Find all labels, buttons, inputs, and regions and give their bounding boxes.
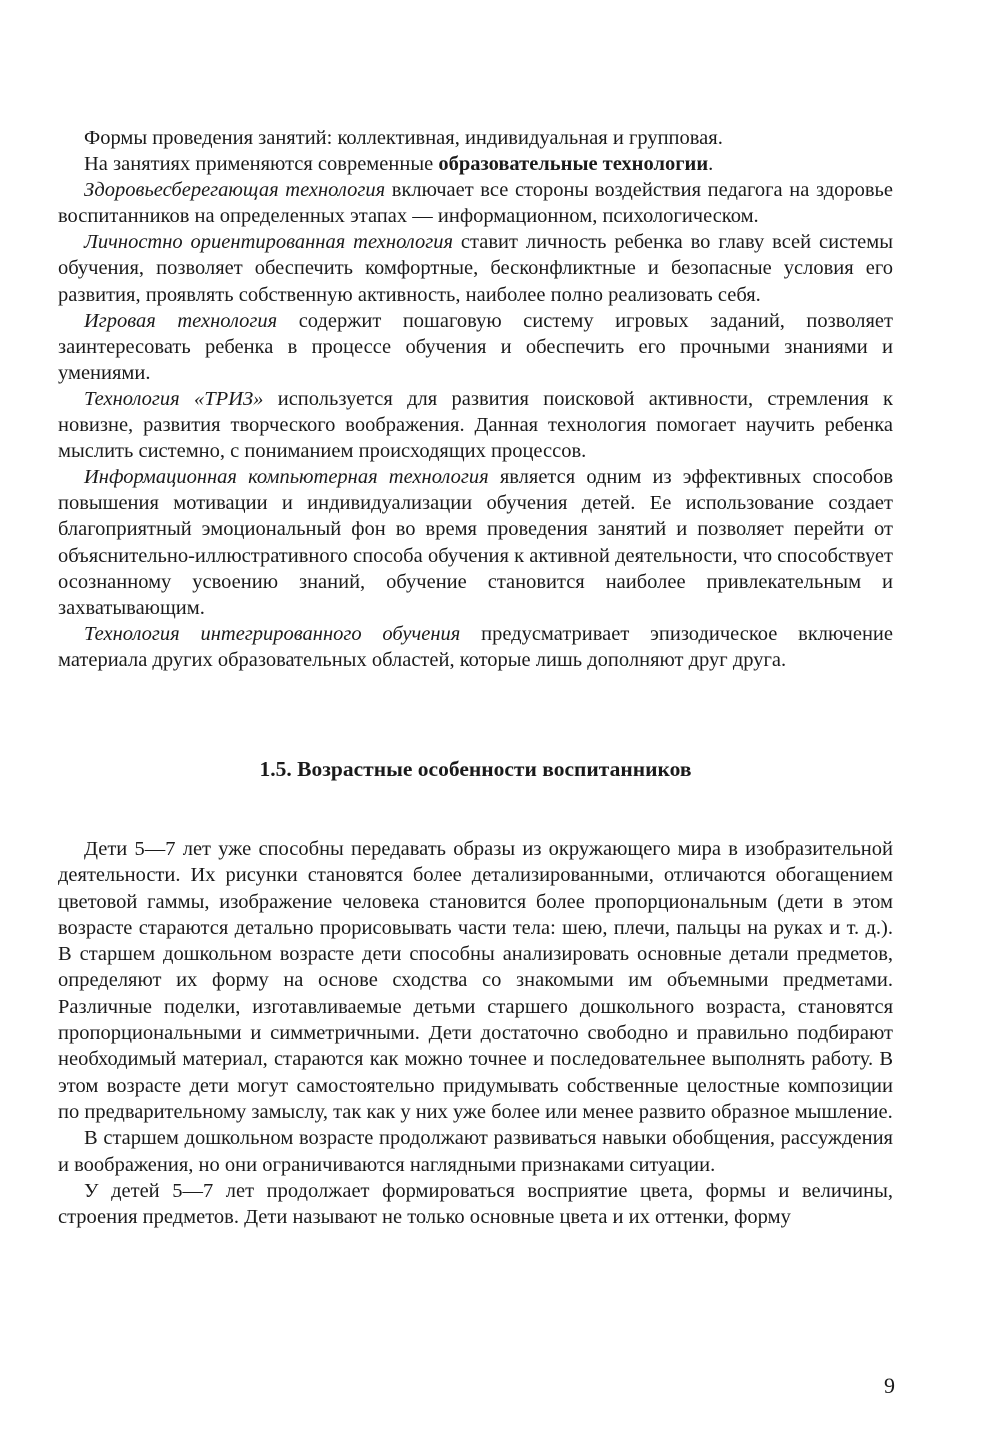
paragraph-age-drawing: Дети 5—7 лет уже способны передавать образы из окружающего мира в изобразительной деятельности. Их рисунки становятся более детализированными, отличаются обогащением цветовой гаммы, изображение человека становится более пропорциональным (дети в этом возрасте стараются детально прорисовывать части тела: шею, плечи, пальцы на руках и т. д.). В старшем дошкольном возрасте дети способны анализировать основные детали предметов, определяют их форму на основе сходства со знакомыми им объемными предметами. Различные поделки, изготавливаемые детьми старшего дошкольного возраста, становятся пропорциональными и симметричными. Дети достаточно свободно и правильно подбирают необходимый материал, стараются как можно точнее и последовательнее выполнять работу. В этом возрасте дети могут самостоятельно придумывать собственные целостные композиции по предварительному замыслу, так как у них уже более или менее развито образное мышление.: [58, 837, 893, 1123]
paragraph-integrated-technology: Технология интегрированного обучения предусматривает эпизодическое включение материала других образовательных областей, которые лишь дополняют друг друга.: [58, 622, 893, 671]
paragraph-ict-technology: Информационная компьютерная технология является одним из эффективных способов повышения мотивации и индивидуализации обучения детей. Ее использование создает благоприятный эмоциональный фон во время проведения занятий и позволяет перейти от объяснительно-иллюстративного способа обучения к активной деятельности, что способствует осознанному усвоению знаний, обучение становится наиболее привлекательным и захватывающим.: [58, 466, 893, 619]
paragraph-triz-technology: Технология «ТРИЗ» используется для развития поисковой активности, стремления к новизне, развития творческого воображения. Данная технология помогает научить ребенка мыслить системно, с пониманием происходящих процессов.: [58, 387, 893, 463]
section-heading: 1.5. Возрастные особенности воспитанников: [259, 756, 692, 781]
age-features-section: [58, 836, 893, 1230]
paragraph-personality-technology: Личностно ориентированная технология ставит личность ребенка во главу всей системы обучения, позволяет обеспечить комфортные, бесконфликтные и безопасные условия его развития, проявлять собственную активность, наиболее полно реализовать себя.: [58, 231, 894, 306]
paragraph-forms: Формы проведения занятий: коллективная, индивидуальная и групповая.: [84, 127, 723, 149]
technologies-section: [58, 125, 893, 673]
paragraph-health-technology: Здоровьесберегающая технология включает все стороны воздействия педагога на здоровье воспитанников на определенных этапах — информационном, психологическом.: [58, 179, 893, 228]
paragraph-age-perception: У детей 5—7 лет продолжает формироваться восприятие цвета, формы и величины, строения предметов. Дети называют не только основные цвета и их оттенки, форму: [58, 1179, 893, 1229]
page-content: [58, 125, 893, 1230]
paragraph-age-generalization: В старшем дошкольном возрасте продолжают развиваться навыки обобщения, рассуждения и воображения, но они ограничиваются наглядными признаками ситуации.: [58, 1127, 893, 1176]
page-number: 9: [884, 1373, 895, 1398]
paragraph-game-technology: Игровая технология содержит пошаговую систему игровых заданий, позволяет заинтересовать ребенка в процессе обучения и обеспечить его прочными знаниями и умениями.: [58, 309, 893, 384]
paragraph-technologies-intro: На занятиях применяются современные образовательные технологии.: [84, 153, 714, 176]
